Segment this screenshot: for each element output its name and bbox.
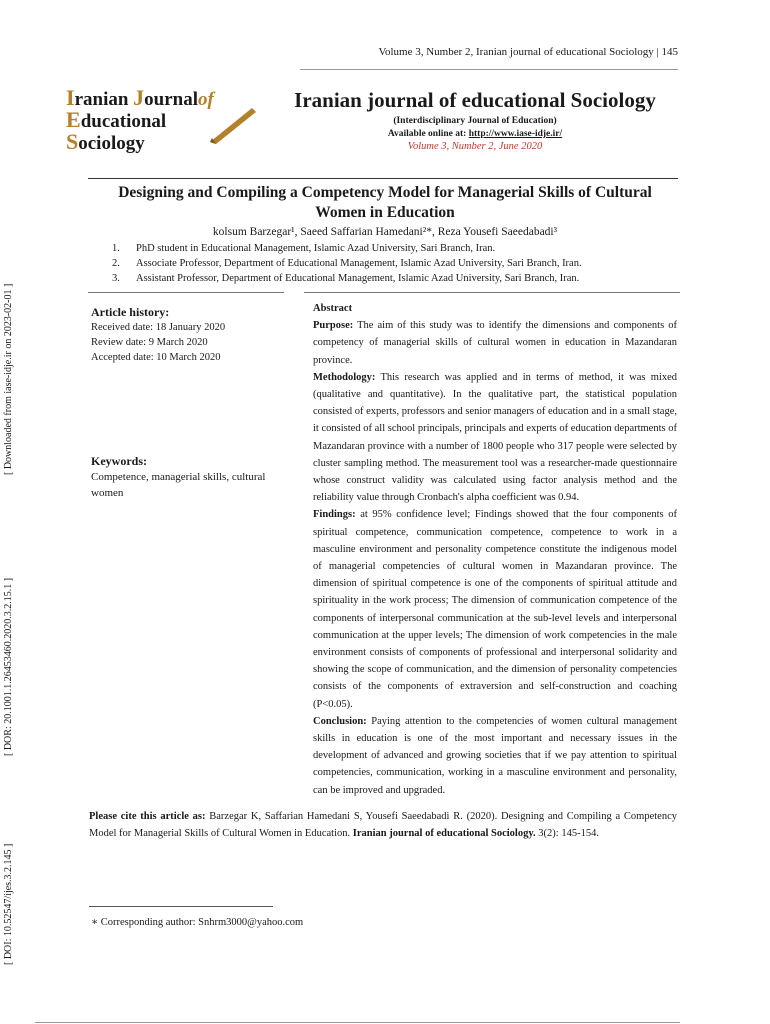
abstract-purpose: Purpose: The aim of this study was to identify the dimensions and components of competency of managerial skills of cultural women in education in Mazandaran province. xyxy=(313,320,677,366)
journal-title: Iranian journal of educational Sociology xyxy=(294,88,656,112)
logo-line-1: Iranian Journalof xyxy=(66,85,214,110)
right-column-rule xyxy=(304,292,680,293)
header-rule xyxy=(300,69,678,70)
footnote-rule xyxy=(89,906,273,907)
title-rule xyxy=(88,178,678,179)
running-head: Volume 3, Number 2, Iranian journal of educational Sociology | 145 xyxy=(378,46,678,58)
author-list: kolsum Barzegar¹, Saeed Saffarian Hamedani²*, Reza Yousefi Saeedabadi³ xyxy=(212,226,558,238)
side-metadata xyxy=(3,0,31,1024)
corresponding-author: ∗ Corresponding author: Snhrm3000@yahoo.com xyxy=(91,917,304,928)
affiliation-item: 1. PhD student in Educational Management, Islamic Azad University, Sari Branch, Iran. xyxy=(112,243,496,254)
affiliation-item: 2. Associate Professor, Department of Educational Management, Islamic Azad University, Sari Branch, Iran. xyxy=(112,258,582,269)
journal-availability: Available online at: http://www.iase-idje.ir/ xyxy=(387,129,563,139)
abstract-heading: Abstract xyxy=(313,303,353,314)
history-heading: Article history: xyxy=(91,305,170,319)
article-history xyxy=(91,320,225,365)
left-column-rule xyxy=(88,292,284,293)
journal-volume: Volume 3, Number 2, June 2020 xyxy=(407,141,543,152)
dor-stamp: [ DOR: 20.1001.1.26453460.2020.3.2.15.1 ] xyxy=(3,577,14,756)
abstract xyxy=(313,300,677,799)
citation-block: Please cite this article as: Barzegar K, Saffarian Hamedani S, Yousefi Saeedabadi R. (2020). Designing and Compiling a Competency Model for Managerial Skills of Cultural Women in Education. Iranian journal of educational Sociology. 3(2): 145-154. xyxy=(89,811,677,839)
pen-icon xyxy=(206,104,258,144)
keywords-text: Competence, managerial skills, cultural women xyxy=(91,471,266,499)
review-date: Review date: 9 March 2020 xyxy=(91,337,208,348)
logo-line-3: Sociology xyxy=(66,129,145,154)
logo-line-2: Educational xyxy=(66,107,167,132)
journal-subtitle: (Interdisciplinary Journal of Education) xyxy=(393,116,557,126)
paper-title: Designing and Compiling a Competency Model for Managerial Skills of Cultural Women in Education xyxy=(118,184,652,221)
downloaded-stamp: [ Downloaded from iase-idje.ir on 2023-02-01 ] xyxy=(3,283,14,475)
journal-url-link[interactable]: http://www.iase-idje.ir/ xyxy=(468,129,563,139)
abstract-methodology: Methodology: This research was applied and in terms of method, it was mixed (qualitative and quantitative). In the qualitative part, the statistical population consisted of experts, professors and senior managers of education and in a small stage, it consisted of all school principals, principals and experts of education departments of Mazandaran province with a number of 1800 people who 317 people were selected by cluster sampling method. The measurement tool was a researcher-made questionnaire whose construct validity was calculated using factor analysis method and the reliability value through Cronbach's alpha coefficient was 0.94. xyxy=(313,371,677,504)
received-date: Received date: 18 January 2020 xyxy=(91,322,226,333)
affiliation-list xyxy=(112,241,672,286)
doi-stamp: [ DOI: 10.52547/ijes.3.2.145 ] xyxy=(3,843,14,965)
keywords-heading: Keywords: xyxy=(91,454,147,468)
abstract-conclusion: Conclusion: Paying attention to the competencies of women cultural management skills in education is one of the most important and necessary issues in the development of advanced and growing societies that if we pay attention to spiritual competencies, communication, working in a masculine environment and personality, can be improved and upgraded. xyxy=(313,715,677,796)
bottom-rule xyxy=(35,1022,680,1023)
abstract-findings: Findings: at 95% confidence level; Findings showed that the four components of spiritual competence, communication competence, competence to work in a masculine environment and personality competence constitute the indigenous model of managerial competencies of cultural women in Mazandaran province. The dimension of spiritual competence is one of the components of spiritual attitude and spirituality in the work process; The dimension of communication competence of the components of interpersonal communication at the sub-level levels and interpersonal communication at the upper levels; The dimension of work competencies in the male environment consists of components of professional and interpersonal solidarity and showing the scope of communication, and the dimension of personality competencies consists of the components of extraversion and self-construction and coaching (P<0.05). xyxy=(313,509,677,710)
affiliation-item: 3. Assistant Professor, Department of Educational Management, Islamic Azad University, Sari Branch, Iran. xyxy=(112,273,580,284)
accepted-date: Accepted date: 10 March 2020 xyxy=(91,352,221,363)
